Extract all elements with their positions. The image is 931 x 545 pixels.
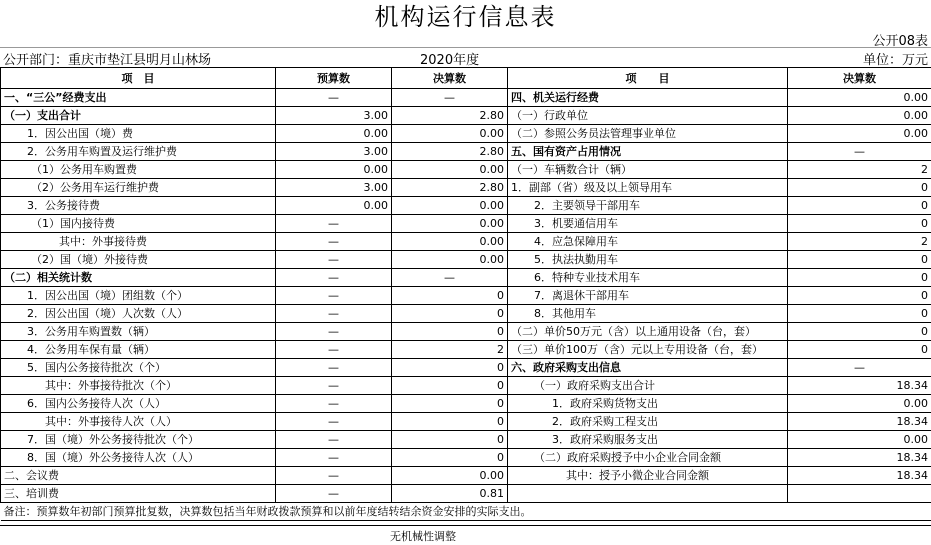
right-final-cell: 0 xyxy=(788,197,931,215)
right-item-cell: （二）单价50万元（含）以上通用设备（台，套） xyxy=(508,323,788,341)
right-final-cell: 18.34 xyxy=(788,467,931,485)
table-row xyxy=(1,377,931,395)
table-row xyxy=(1,251,931,269)
left-item-cell: （一）支出合计 xyxy=(1,107,276,125)
left-item-cell: 5．国内公务接待批次（个） xyxy=(1,359,276,377)
table-row xyxy=(1,467,931,485)
right-final-cell: 0 xyxy=(788,305,931,323)
final-cell: 0 xyxy=(392,431,508,449)
budget-cell: — xyxy=(276,359,392,377)
footer-bar xyxy=(0,525,931,544)
budget-cell: — xyxy=(276,449,392,467)
table-row xyxy=(1,197,931,215)
final-cell: 0 xyxy=(392,377,508,395)
right-item-cell: 1．政府采购货物支出 xyxy=(508,395,788,413)
info-table xyxy=(0,67,931,521)
header-item2: 项 目 xyxy=(508,68,788,89)
left-item-cell: 1．因公出国（境）团组数（个） xyxy=(1,287,276,305)
table-row xyxy=(1,179,931,197)
table-row xyxy=(1,287,931,305)
budget-cell: — xyxy=(276,215,392,233)
table-row xyxy=(1,143,931,161)
table-header-row xyxy=(1,68,931,89)
table-row xyxy=(1,161,931,179)
right-final-cell: 0.00 xyxy=(788,89,931,107)
budget-cell: — xyxy=(276,341,392,359)
right-final-cell: 0.00 xyxy=(788,107,931,125)
right-final-cell: 18.34 xyxy=(788,449,931,467)
right-item-cell: 3．政府采购服务支出 xyxy=(508,431,788,449)
budget-cell: — xyxy=(276,287,392,305)
budget-cell: — xyxy=(276,395,392,413)
table-row xyxy=(1,89,931,107)
right-final-cell: 0.00 xyxy=(788,431,931,449)
final-cell: 2 xyxy=(392,341,508,359)
left-item-cell: 1．因公出国（境）费 xyxy=(1,125,276,143)
final-cell: 0 xyxy=(392,413,508,431)
left-item-cell: 一、“三公”经费支出 xyxy=(1,89,276,107)
right-item-cell: 2．政府采购工程支出 xyxy=(508,413,788,431)
final-cell: 2.80 xyxy=(392,143,508,161)
page-title: 机构运行信息表 xyxy=(374,3,557,31)
right-item-cell: 2．主要领导干部用车 xyxy=(508,197,788,215)
final-cell: 0 xyxy=(392,305,508,323)
left-item-cell: 6．国内公务接待人次（人） xyxy=(1,395,276,413)
table-row xyxy=(1,125,931,143)
budget-cell: — xyxy=(276,89,392,107)
left-item-cell: 3．公务用车购置数（辆） xyxy=(1,323,276,341)
left-item-cell: （1）公务用车购置费 xyxy=(1,161,276,179)
right-item-cell: 4．应急保障用车 xyxy=(508,233,788,251)
final-cell: 0.00 xyxy=(392,125,508,143)
header-budget: 预算数 xyxy=(276,68,392,89)
right-item-cell: 5．执法执勤用车 xyxy=(508,251,788,269)
note-row xyxy=(1,503,931,521)
right-item-cell: （一）行政单位 xyxy=(508,107,788,125)
final-cell: 0.00 xyxy=(392,467,508,485)
budget-cell: — xyxy=(276,233,392,251)
final-cell: 0 xyxy=(392,449,508,467)
right-final-cell: 0 xyxy=(788,269,931,287)
table-row xyxy=(1,449,931,467)
right-final-cell: 18.34 xyxy=(788,377,931,395)
right-final-cell: 0 xyxy=(788,323,931,341)
form-number: 公开08表 xyxy=(872,34,928,49)
left-item-cell: 其中：外事接待人次（人） xyxy=(1,413,276,431)
year-label: 2020年度 xyxy=(420,53,480,68)
right-item-cell: 1．副部（省）级及以上领导用车 xyxy=(508,179,788,197)
note-text: 备注：预算数年初部门预算批复数，决算数包括当年财政拨款预算和以前年度结转结余资金安排的实际支出。 xyxy=(1,503,931,521)
header-final2: 决算数 xyxy=(788,68,931,89)
table-row xyxy=(1,305,931,323)
budget-cell: 3.00 xyxy=(276,107,392,125)
final-cell: 0 xyxy=(392,287,508,305)
budget-cell: 3.00 xyxy=(276,179,392,197)
table-row xyxy=(1,431,931,449)
left-item-cell: 其中：外事接待费 xyxy=(1,233,276,251)
left-item-cell: 二、会议费 xyxy=(1,467,276,485)
budget-cell: 3.00 xyxy=(276,143,392,161)
budget-cell: 0.00 xyxy=(276,161,392,179)
right-final-cell: 2 xyxy=(788,233,931,251)
budget-cell: — xyxy=(276,323,392,341)
left-item-cell: 3．公务接待费 xyxy=(1,197,276,215)
right-item-cell: 六、政府采购支出信息 xyxy=(508,359,788,377)
final-cell: — xyxy=(392,269,508,287)
right-final-cell xyxy=(788,485,931,503)
left-item-cell: 2．公务用车购置及运行维护费 xyxy=(1,143,276,161)
right-item-cell: 7．离退休干部用车 xyxy=(508,287,788,305)
table-row xyxy=(1,107,931,125)
left-item-cell: （1）国内接待费 xyxy=(1,215,276,233)
right-item-cell: 五、国有资产占用情况 xyxy=(508,143,788,161)
right-item-cell: （一）政府采购支出合计 xyxy=(508,377,788,395)
unit-label: 单位：万元 xyxy=(862,53,928,68)
right-final-cell: 0 xyxy=(788,215,931,233)
right-final-cell: 0 xyxy=(788,179,931,197)
final-cell: 2.80 xyxy=(392,107,508,125)
right-item-cell: 四、机关运行经费 xyxy=(508,89,788,107)
table-row xyxy=(1,341,931,359)
table-row xyxy=(1,323,931,341)
left-item-cell: 4．公务用车保有量（辆） xyxy=(1,341,276,359)
right-final-cell: 0 xyxy=(788,287,931,305)
table-row xyxy=(1,413,931,431)
budget-cell: — xyxy=(276,269,392,287)
footer-text: 无机械性调整 xyxy=(390,530,456,543)
budget-cell: — xyxy=(276,467,392,485)
budget-cell: — xyxy=(276,377,392,395)
right-final-cell: — xyxy=(788,143,931,161)
right-item-cell: 3．机要通信用车 xyxy=(508,215,788,233)
final-cell: 0.00 xyxy=(392,233,508,251)
table-row xyxy=(1,215,931,233)
budget-cell: — xyxy=(276,251,392,269)
final-cell: 0.00 xyxy=(392,197,508,215)
final-cell: — xyxy=(392,89,508,107)
final-cell: 0.00 xyxy=(392,161,508,179)
right-item-cell: （二）参照公务员法管理事业单位 xyxy=(508,125,788,143)
right-item-cell: 8．其他用车 xyxy=(508,305,788,323)
right-item-cell: （二）政府采购授予中小企业合同金额 xyxy=(508,449,788,467)
final-cell: 0 xyxy=(392,323,508,341)
right-final-cell: 0 xyxy=(788,341,931,359)
table-row xyxy=(1,269,931,287)
right-item-cell: 6．特种专业技术用车 xyxy=(508,269,788,287)
left-item-cell: （2）国（境）外接待费 xyxy=(1,251,276,269)
right-final-cell: 0.00 xyxy=(788,125,931,143)
right-item-cell: （三）单价100万（含）元以上专用设备（台，套） xyxy=(508,341,788,359)
left-item-cell: 7．国（境）外公务接待批次（个） xyxy=(1,431,276,449)
table-row xyxy=(1,395,931,413)
right-item-cell: 其中：授予小微企业合同金额 xyxy=(508,467,788,485)
left-item-cell: 其中：外事接待批次（个） xyxy=(1,377,276,395)
table-row xyxy=(1,359,931,377)
header-final: 决算数 xyxy=(392,68,508,89)
final-cell: 0 xyxy=(392,395,508,413)
right-final-cell: — xyxy=(788,359,931,377)
right-item-cell: （一）车辆数合计（辆） xyxy=(508,161,788,179)
right-final-cell: 2 xyxy=(788,161,931,179)
final-cell: 0.00 xyxy=(392,215,508,233)
right-final-cell: 0.00 xyxy=(788,395,931,413)
header-info-row xyxy=(0,47,931,66)
right-final-cell: 18.34 xyxy=(788,413,931,431)
budget-cell: — xyxy=(276,431,392,449)
header-item: 项 目 xyxy=(1,68,276,89)
budget-cell: — xyxy=(276,485,392,503)
department-label: 公开部门：重庆市垫江县明月山林场 xyxy=(3,53,212,68)
left-item-cell: 2．因公出国（境）人次数（人） xyxy=(1,305,276,323)
table-row xyxy=(1,485,931,503)
budget-cell: — xyxy=(276,413,392,431)
final-cell: 0 xyxy=(392,359,508,377)
table-row xyxy=(1,233,931,251)
right-item-cell xyxy=(508,485,788,503)
final-cell: 0.00 xyxy=(392,251,508,269)
final-cell: 0.81 xyxy=(392,485,508,503)
left-item-cell: （2）公务用车运行维护费 xyxy=(1,179,276,197)
budget-cell: 0.00 xyxy=(276,125,392,143)
left-item-cell: 8．国（境）外公务接待人次（人） xyxy=(1,449,276,467)
budget-cell: — xyxy=(276,305,392,323)
budget-cell: 0.00 xyxy=(276,197,392,215)
right-final-cell: 0 xyxy=(788,251,931,269)
final-cell: 2.80 xyxy=(392,179,508,197)
left-item-cell: 三、培训费 xyxy=(1,485,276,503)
left-item-cell: （二）相关统计数 xyxy=(1,269,276,287)
